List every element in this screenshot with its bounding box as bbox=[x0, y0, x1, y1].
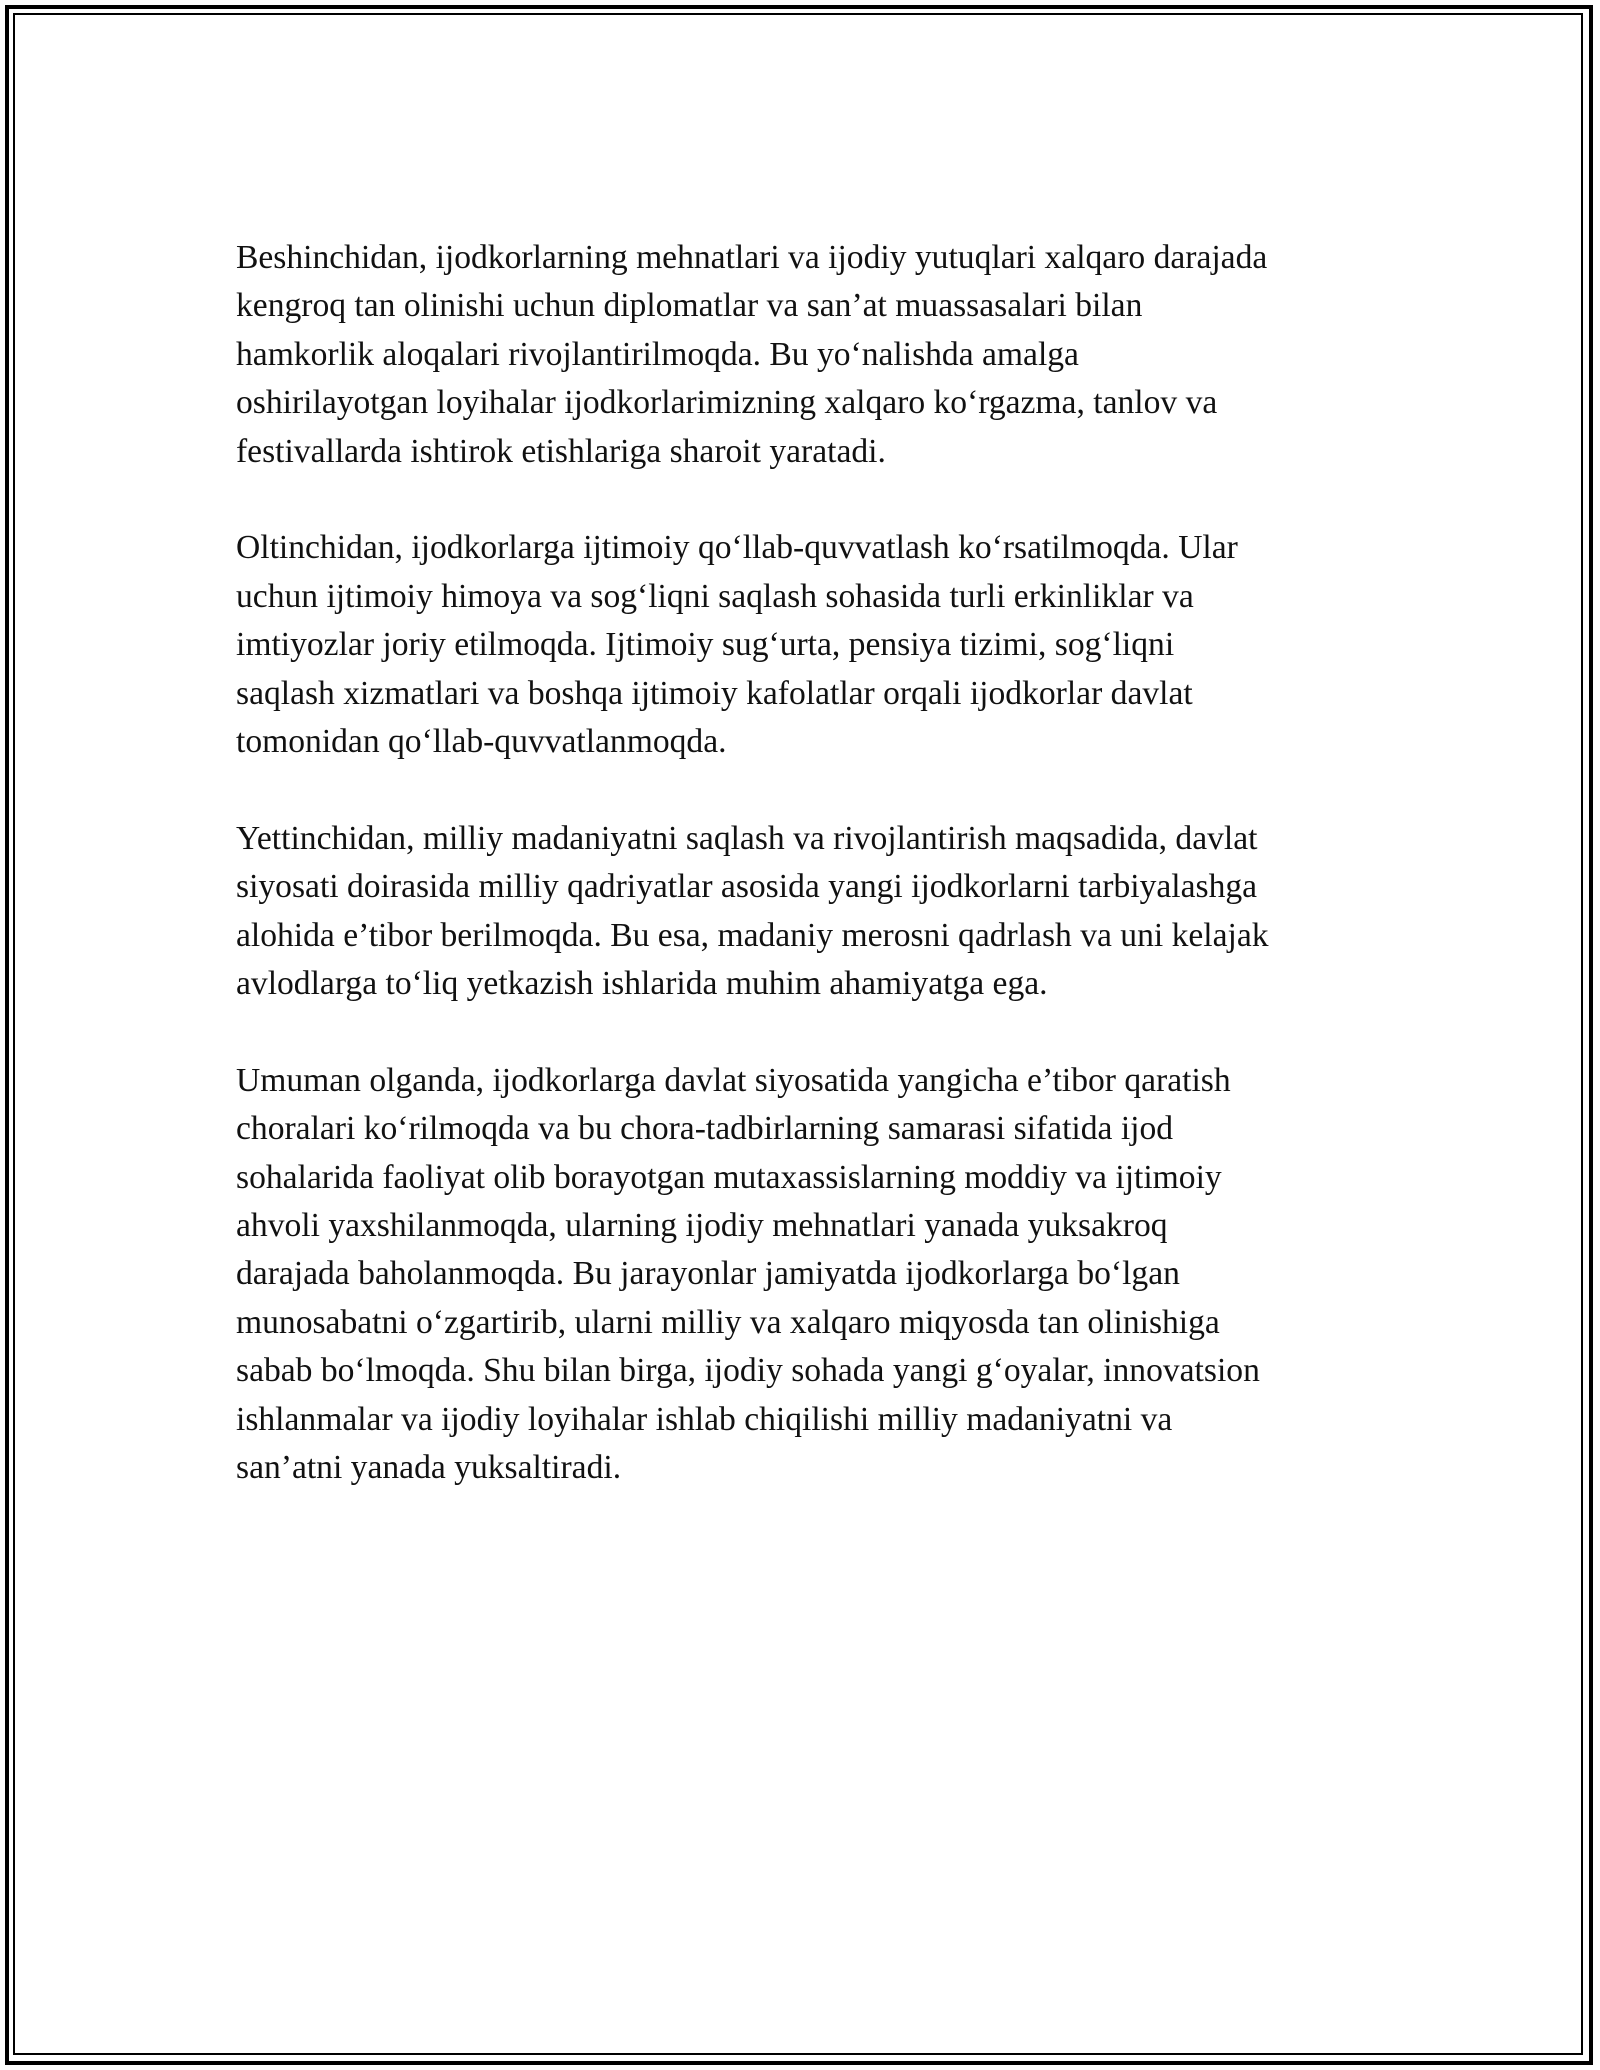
document-body bbox=[236, 234, 1376, 1541]
paragraph-oltinchidan: Oltinchidan, ijodkorlarga ijtimoiy qo‘llab-quvvatlash ko‘rsatilmoqda. Ular uchun ijtimoiy himoya va sog‘liqni saqlash sohasida turli erkinliklar va imtiyozlar joriy etilmoqda. Ijtimoiy sug‘urta, pensiya tizimi, sog‘liqni saqlash xizmatlari va boshqa ijtimoiy kafolatlar orqali ijodkorlar davlat tomonidan qo‘llab-quvvatlanmoqda. bbox=[236, 529, 1238, 761]
paragraph-beshinchidan: Beshinchidan, ijodkorlarning mehnatlari va ijodiy yutuqlari xalqaro darajada kengroq tan olinishi uchun diplomatlar va san’at muassasalari bilan hamkorlik aloqalari rivojlantirilmoqda. Bu yo‘nalishda amalga oshirilayotgan loyihalar ijodkorlarimizning xalqaro ko‘rgazma, tanlov va festivallarda ishtirok etishlariga sharoit yaratadi. bbox=[236, 239, 1268, 470]
paragraph-yettinchidan: Yettinchidan, milliy madaniyatni saqlash va rivojlantirish maqsadida, davlat siyosati doirasida milliy qadriyatlar asosida yangi ijodkorlarni tarbiyalashga alohida e’tibor berilmoqda. Bu esa, madaniy merosni qadrlash va uni kelajak avlodlarga to‘liq yetkazish ishlarida muhim ahamiyatga ega. bbox=[236, 819, 1269, 1003]
paragraph-conclusion: Umuman olganda, ijodkorlarga davlat siyosatida yangicha e’tibor qaratish choralari ko‘rilmoqda va bu chora-tadbirlarning samarasi sifatida ijod sohalarida faoliyat olib borayotgan mutaxassislarning moddiy va ijtimoiy ahvoli yaxshilanmoqda, ularning ijodiy mehnatlari yanada yuksakroq darajada baholanmoqda. Bu jarayonlar jamiyatda ijodkorlarga bo‘lgan munosabatni o‘zgartirib, ularni milliy va xalqaro miqyosda tan olinishiga sabab bo‘lmoqda. Shu bilan birga, ijodiy sohada yangi g‘oyalar, innovatsion ishlanmalar va ijodiy loyihalar ishlab chiqilishi milliy madaniyatni va san’atni yanada yuksaltiradi. bbox=[236, 1061, 1260, 1487]
